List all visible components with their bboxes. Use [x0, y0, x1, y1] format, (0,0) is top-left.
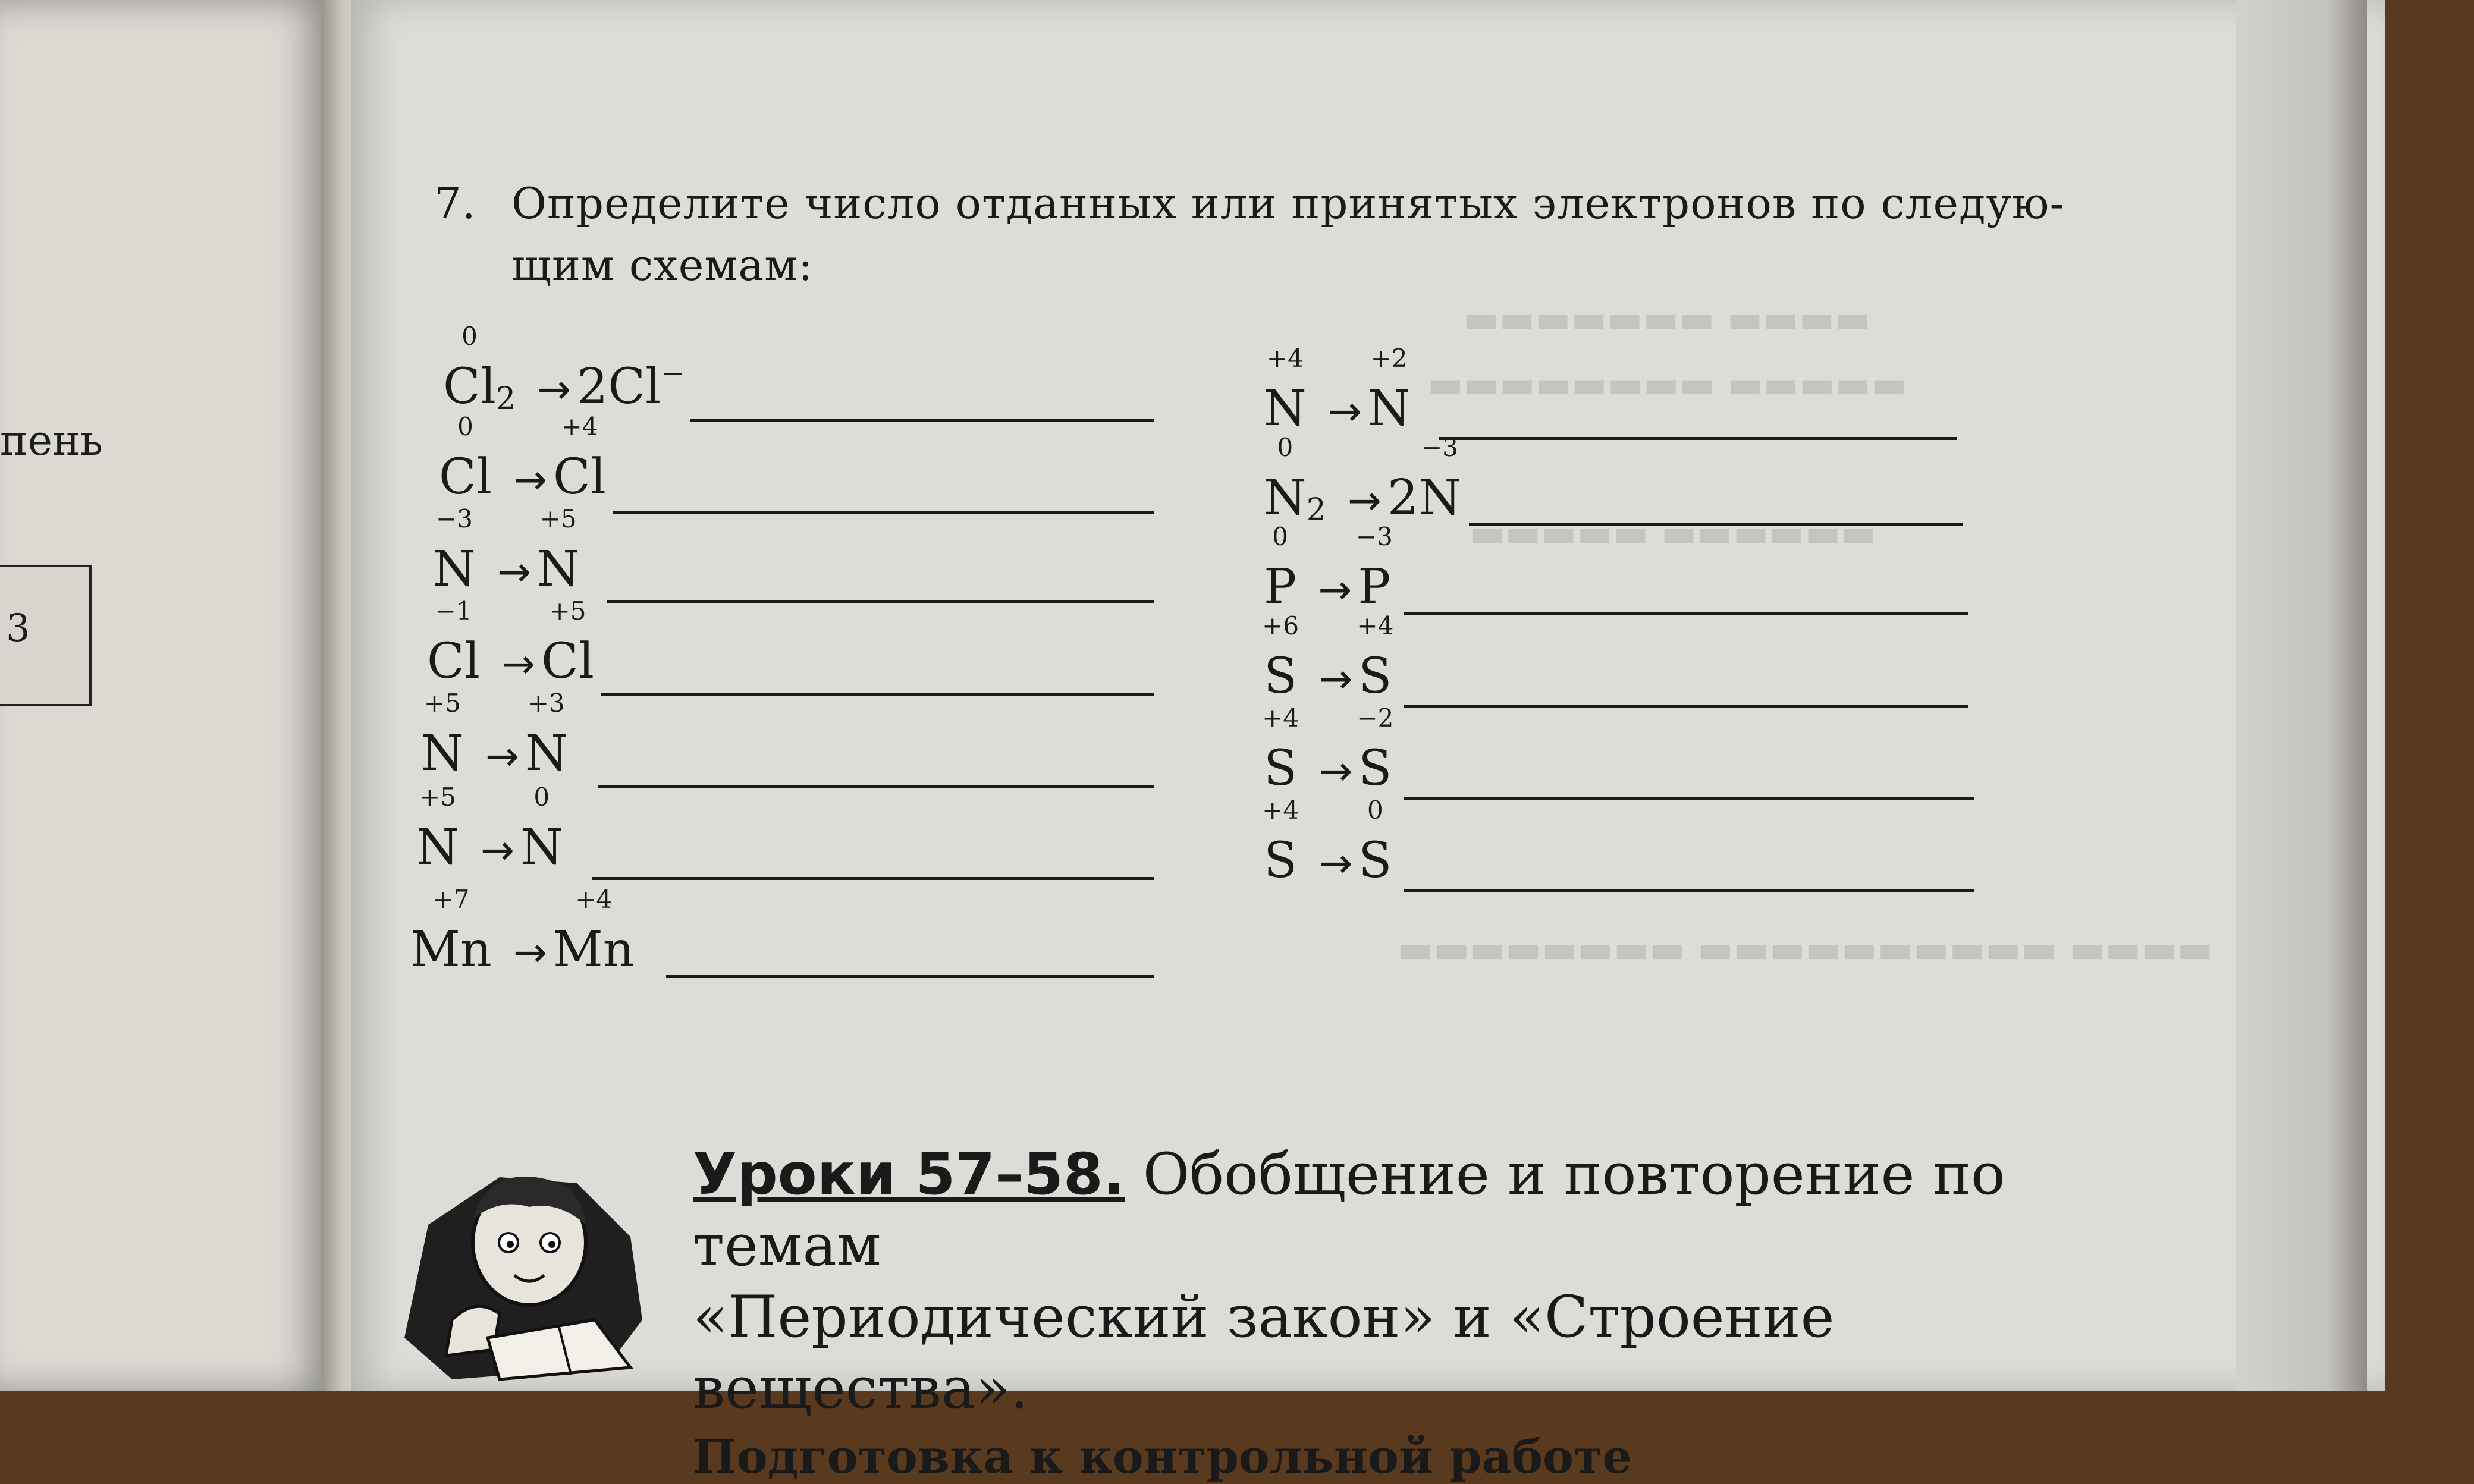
- reactant: +6 S: [1262, 611, 1299, 705]
- lesson-subtitle: Подготовка к контрольной работе: [693, 1430, 1632, 1484]
- product: 0 N: [520, 782, 563, 876]
- oxidation-state: +3: [528, 688, 565, 718]
- answer-blank[interactable]: [1469, 523, 1963, 526]
- oxidation-state: +4: [1357, 611, 1394, 640]
- scheme-right-2: [1264, 433, 1461, 528]
- left-page-fragment-number: 3: [6, 606, 30, 650]
- reactant: −3 N: [433, 504, 476, 598]
- oxidation-state: −3: [1355, 522, 1393, 551]
- oxidation-state: +4: [1262, 796, 1299, 825]
- answer-blank[interactable]: [613, 511, 1154, 514]
- arrow: →: [501, 641, 536, 688]
- reactant: +5 N: [421, 688, 464, 782]
- arrow: →: [1347, 477, 1382, 524]
- bleed-through-text: ▬▬▬▬▬ ▬▬▬▬▬▬▬▬: [1427, 363, 1907, 407]
- scheme-right-3: [1264, 522, 1393, 615]
- coefficient: 2: [577, 359, 608, 415]
- product: +5 N: [536, 504, 580, 598]
- oxidation-state: +5: [419, 782, 456, 812]
- bleed-through-text: ▬▬▬▬ ▬▬▬▬▬▬▬▬▬▬ ▬▬▬▬▬▬▬▬: [1398, 928, 2213, 971]
- reactant: +5 N: [416, 782, 459, 876]
- answer-blank[interactable]: [601, 693, 1154, 696]
- oxidation-state: 0: [1367, 796, 1383, 825]
- reactant: 0 Cl: [439, 412, 492, 505]
- scheme-left-6: [416, 782, 563, 876]
- scheme-left-7: [410, 885, 635, 978]
- arrow: →: [480, 827, 514, 874]
- scheme-left-2: [439, 412, 606, 505]
- product: 0 S: [1358, 796, 1392, 889]
- task-number: 7.: [434, 178, 476, 228]
- reactant: −1 Cl: [427, 596, 480, 690]
- product: +5 Cl: [541, 596, 594, 690]
- oxidation-state: 0: [1277, 433, 1293, 462]
- oxidation-state: −1: [435, 596, 472, 625]
- answer-blank[interactable]: [598, 785, 1154, 788]
- product: Cl: [608, 359, 661, 415]
- oxidation-state: +7: [432, 885, 470, 914]
- bleed-through-text: ▬▬▬▬▬▬ ▬▬▬▬▬: [1469, 511, 1877, 555]
- arrow: →: [537, 366, 572, 413]
- reactant: 0 P: [1264, 522, 1297, 615]
- product: +4 Cl: [553, 412, 606, 505]
- answer-blank[interactable]: [1404, 889, 1974, 892]
- reactant: +4 S: [1262, 703, 1299, 797]
- bleed-through-text: ▬▬▬▬ ▬▬▬▬▬▬▬: [1463, 297, 1871, 341]
- oxidation-state: +5: [423, 688, 461, 718]
- oxidation-state: 0: [457, 412, 473, 441]
- oxidation-state: +5: [549, 596, 586, 625]
- reactant: +4 N: [1264, 344, 1307, 437]
- coefficient: 2: [1387, 470, 1419, 526]
- lesson-heading-block: [693, 1139, 2120, 1484]
- page-edge: [2236, 0, 2367, 1391]
- subscript: 2: [1306, 492, 1326, 528]
- product: −3 N: [1418, 433, 1461, 526]
- oxidation-state: −2: [1357, 703, 1394, 732]
- arrow: →: [485, 733, 519, 780]
- product: −2 S: [1357, 703, 1394, 797]
- answer-blank[interactable]: [666, 975, 1154, 978]
- lesson-title-part2: «Периодический закон» и «Строение вещества».: [693, 1284, 1835, 1422]
- answer-blank[interactable]: [592, 877, 1154, 880]
- arrow: →: [1318, 748, 1353, 795]
- product: +2 N: [1367, 344, 1411, 437]
- left-page: [0, 0, 333, 1391]
- oxidation-state: 0: [461, 322, 478, 351]
- scheme-right-4: [1262, 611, 1394, 705]
- oxidation-state: +4: [1266, 344, 1304, 373]
- product: +4 Mn: [552, 885, 635, 978]
- reactant: +7 Mn: [410, 885, 492, 978]
- answer-blank[interactable]: [690, 419, 1154, 422]
- oxidation-state: 0: [1272, 522, 1288, 551]
- product: −3 P: [1355, 522, 1393, 615]
- oxidation-state: +2: [1370, 344, 1408, 373]
- lesson-title-part1: Обобщение и повторение по темам: [693, 1141, 2005, 1279]
- scheme-left-4: [427, 596, 594, 690]
- reactant: 0 Cl: [443, 322, 496, 415]
- task-7: [434, 172, 2099, 296]
- scheme-right-5: [1262, 703, 1394, 797]
- product: +4 S: [1357, 611, 1394, 705]
- charge: −: [661, 357, 685, 390]
- answer-blank[interactable]: [1404, 705, 1968, 708]
- oxidation-state: +4: [1262, 703, 1299, 732]
- answer-blank[interactable]: [1404, 612, 1968, 615]
- scheme-right-6: [1262, 796, 1392, 889]
- arrow: →: [513, 457, 548, 504]
- scheme-left-5: [421, 688, 568, 782]
- oxidation-state: −3: [435, 504, 473, 533]
- oxidation-state: +4: [561, 412, 598, 441]
- answer-blank[interactable]: [1404, 797, 1974, 800]
- oxidation-state: +6: [1262, 611, 1299, 640]
- product: +3 N: [525, 688, 568, 782]
- arrow: →: [497, 549, 531, 596]
- left-page-fragment-word: пень: [0, 416, 103, 465]
- arrow: →: [1318, 567, 1352, 614]
- reactant: +4 S: [1262, 796, 1299, 889]
- scheme-right-1: [1264, 344, 1411, 437]
- arrow: →: [1318, 840, 1353, 887]
- answer-blank[interactable]: [607, 600, 1154, 603]
- oxidation-state: +4: [575, 885, 613, 914]
- arrow: →: [1318, 656, 1353, 703]
- oxidation-state: +5: [539, 504, 577, 533]
- task-text-line2: щим схемам:: [511, 240, 814, 290]
- scheme-left-3: [433, 504, 580, 598]
- lesson-label: Уроки 57–58.: [693, 1141, 1125, 1208]
- reactant: 0 N: [1264, 433, 1307, 526]
- task-text-line1: Определите число отданных или принятых электронов по следую-: [511, 178, 2065, 228]
- lesson-title-line1: [693, 1139, 2120, 1281]
- answer-blank[interactable]: [1439, 437, 1957, 440]
- oxidation-state: 0: [533, 782, 550, 812]
- arrow: →: [513, 929, 547, 976]
- scheme-left-1: [443, 322, 685, 417]
- student-mascot-illustration: [381, 1142, 666, 1391]
- arrow: →: [1327, 388, 1362, 435]
- oxidation-state: −3: [1421, 433, 1458, 462]
- subscript: 2: [495, 381, 516, 417]
